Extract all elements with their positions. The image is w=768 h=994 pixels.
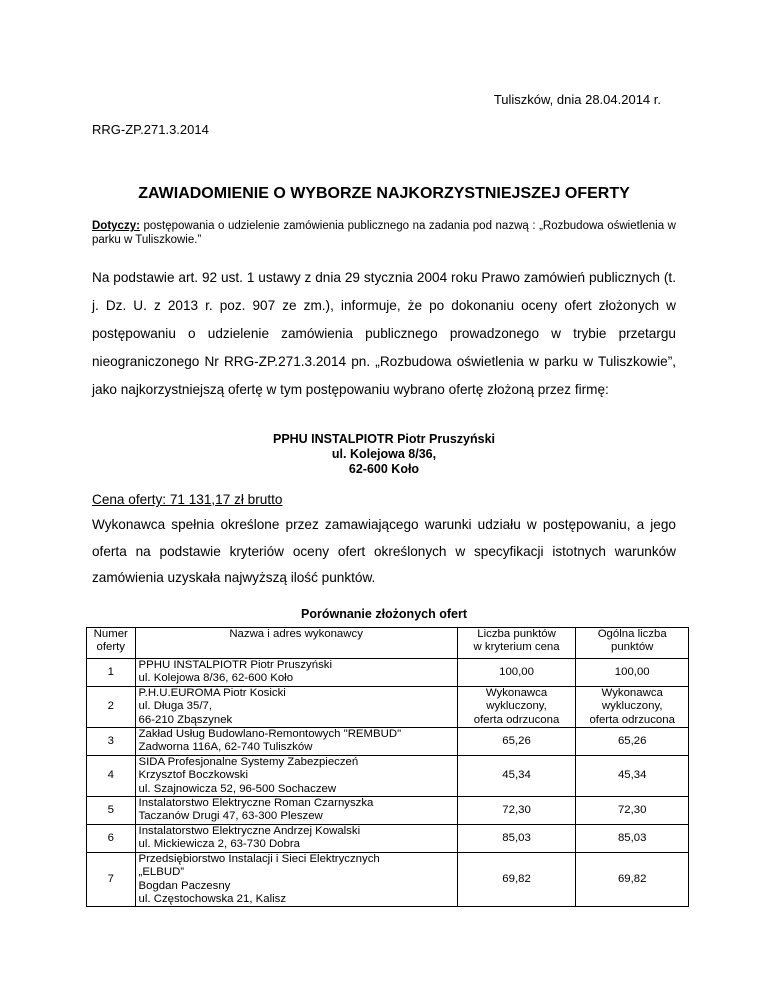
price-points-line: 85,03	[502, 831, 531, 844]
winner-city: 62-600 Koło	[348, 462, 420, 476]
total-points-cell	[576, 824, 689, 852]
price-points-line: oferta odrzucona	[473, 713, 560, 726]
contractor-line: SIDA Profesjonalne Systemy Zabezpieczeń	[138, 755, 359, 768]
header-points	[457, 628, 576, 659]
price-points-line: Wykonawca	[485, 686, 548, 699]
price-points-cell	[457, 686, 576, 727]
total-points-line: oferta odrzucona	[589, 713, 675, 726]
offer-number: 3	[87, 728, 136, 756]
contractor-line: Przedsiębiorstwo Instalacji i Sieci Elektrycznych	[138, 852, 380, 865]
contractor-line: ul. Kolejowa 8/36, 62-600 Koło	[138, 672, 294, 685]
header-total-line: punktów	[610, 641, 654, 654]
total-points-line: 45,34	[617, 769, 647, 782]
price-points-line: 69,82	[502, 872, 531, 885]
contractor-line: Zakład Usług Budowlano-Remontowych "REMBUD"	[138, 728, 402, 741]
offer-number: 6	[87, 824, 136, 852]
table-row	[87, 824, 689, 852]
concerns-text: postępowania o udzielenie zamówienia publicznego na zadania pod nazwą : „Rozbudowa oświetlenia w parku w Tuliszkowie.”	[92, 220, 676, 246]
winner-name: PPHU INSTALPIOTR Piotr Pruszyński	[272, 432, 496, 446]
table-row	[87, 686, 689, 727]
place-date: Tuliszków, dnia 28.04.2014 r.	[493, 92, 661, 107]
contractor-cell	[135, 659, 457, 687]
contractor-cell	[135, 728, 457, 756]
table-row	[87, 797, 689, 825]
contractor-line: ul. Długa 35/7,	[138, 700, 212, 713]
contractor-line: ul. Mickiewicza 2, 63-730 Dobra	[138, 838, 300, 851]
contractor-line: P.H.U.EUROMA Piotr Kosicki	[138, 686, 286, 699]
contractor-line: PPHU INSTALPIOTR Piotr Pruszyński	[138, 659, 332, 671]
contractor-line: Taczanów Drugi 47, 63-300 Pleszew	[138, 810, 323, 823]
contractor-cell	[135, 824, 457, 852]
price-points-cell	[457, 852, 576, 907]
header-number-line: Numer	[93, 628, 128, 640]
contractor-line: ul. Szajnowicza 52, 96-500 Sochaczew	[138, 782, 337, 795]
table-row	[87, 728, 689, 756]
document-title: ZAWIADOMIENIE O WYBORZE NAJKORZYSTNIEJSZEJ OFERTY	[138, 185, 630, 202]
contractor-line: Krzysztof Boczkowski	[138, 769, 249, 782]
offer-number: 4	[87, 755, 136, 796]
total-points-line: 100,00	[614, 665, 650, 678]
price-points-line: 100,00	[499, 665, 534, 678]
body-paragraph: Na podstawie art. 92 ust. 1 ustawy z dnia 29 stycznia 2004 roku Prawo zamówień publicznych (t. j. Dz. U. z 2013 r. poz. 907 ze zm.), informuje, że po dokonaniu oceny ofert złożonych w postępowaniu o udzielenie zamówienia publicznego prowadzonego w trybie przetargu nieograniczonego Nr RRG-ZP.271.3.2014 pn. „Rozbudowa oświetlenia w parku w Tuliszkowie”, jako najkorzystniejszą ofertę w tym postępowaniu wybrano ofertę złożoną przez firmę:	[92, 270, 676, 397]
contractor-line: Instalatorstwo Elektryczne Roman Czarnyszka	[138, 797, 374, 810]
total-points-line: 65,26	[617, 734, 647, 747]
price-points-cell	[457, 728, 576, 756]
header-points-line: w kryterium cena	[473, 641, 560, 654]
concerns-label: Dotyczy:	[92, 220, 140, 232]
offer-price: Cena oferty: 71 131,17 zł brutto	[92, 492, 283, 507]
winner-street: ul. Kolejowa 8/36,	[331, 447, 437, 461]
price-points-line: 65,26	[502, 734, 531, 747]
total-points-line: wykluczony,	[601, 700, 663, 713]
contractor-line: „ELBUD”	[138, 866, 185, 879]
concerns-paragraph	[92, 219, 676, 247]
offers-table	[86, 627, 689, 907]
total-points-cell	[576, 728, 689, 756]
price-points-cell	[457, 755, 576, 796]
header-number	[87, 628, 136, 659]
table-row	[87, 852, 689, 907]
header-points-line: Liczba punktów	[477, 628, 556, 640]
header-total	[576, 628, 689, 659]
total-points-cell	[576, 659, 689, 687]
header-name-line: Nazwa i adres wykonawcy	[229, 628, 363, 640]
offer-number: 5	[87, 797, 136, 825]
contractor-cell	[135, 797, 457, 825]
contractor-cell	[135, 686, 457, 727]
offers-table-body	[87, 659, 689, 907]
header-total-line: Ogólna liczba	[597, 628, 667, 640]
total-points-line: 72,30	[617, 803, 647, 816]
contractor-line: Bogdan Paczesny	[138, 879, 231, 892]
total-points-cell	[576, 686, 689, 727]
total-points-cell	[576, 755, 689, 796]
total-points-line: 85,03	[617, 831, 647, 844]
table-row	[87, 659, 689, 687]
price-points-cell	[457, 824, 576, 852]
offer-number: 7	[87, 852, 136, 907]
total-points-cell	[576, 797, 689, 825]
comparison-title: Porównanie złożonych ofert	[301, 607, 467, 621]
contractor-line: Instalatorstwo Elektryczne Andrzej Kowalski	[138, 824, 361, 837]
table-row	[87, 755, 689, 796]
header-number-line: oferty	[96, 641, 126, 654]
contractor-line: ul. Częstochowska 21, Kalisz	[138, 892, 287, 905]
table-header-row	[87, 628, 689, 659]
total-points-line: Wykonawca	[601, 686, 663, 699]
price-points-line: 72,30	[502, 803, 531, 816]
winner-block	[0, 432, 768, 477]
price-points-cell	[457, 659, 576, 687]
price-points-cell	[457, 797, 576, 825]
evaluation-paragraph: Wykonawca spełnia określone przez zamawiającego warunki udziału w postępowaniu, a jego oferta na podstawie kryteriów oceny ofert określonych w specyfikacji istotnych warunków zamówienia uzyskała najwyższą ilość punktów.	[92, 517, 676, 585]
offer-number: 2	[87, 686, 136, 727]
contractor-line: Zadworna 116A, 62-740 Tuliszków	[138, 741, 313, 754]
contractor-cell	[135, 755, 457, 796]
contractor-line: 66-210 Zbąszynek	[138, 713, 233, 726]
reference-number: RRG-ZP.271.3.2014	[92, 122, 209, 137]
total-points-cell	[576, 852, 689, 907]
price-points-line: 45,34	[502, 769, 531, 782]
offer-number: 1	[87, 659, 136, 687]
contractor-cell	[135, 852, 457, 907]
header-name	[135, 628, 457, 659]
price-points-line: wykluczony,	[486, 700, 547, 713]
total-points-line: 69,82	[617, 872, 647, 885]
